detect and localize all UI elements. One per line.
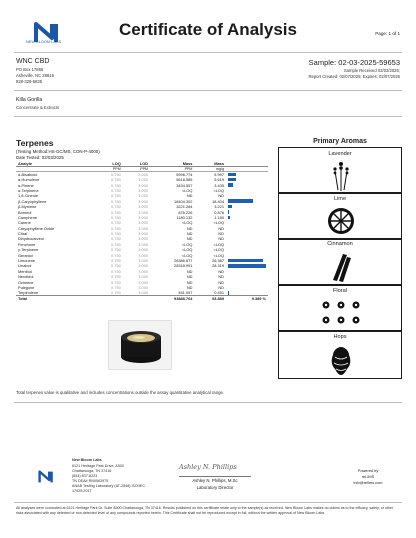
loq-cell: 0.750 <box>111 263 121 269</box>
footer-lab-name: New Bloom Labs <box>72 458 102 462</box>
footer-city: Chattanooga, TN 37416 <box>72 469 112 473</box>
analyte-cell: Pulegone <box>18 285 35 290</box>
loq-cell: 0.750 <box>111 279 121 285</box>
loq-cell: 0.750 <box>111 220 121 226</box>
concentration-bar <box>228 210 229 214</box>
lod-cell: 3.000 <box>138 182 149 188</box>
analyte-cell: α-Terpinene <box>18 187 39 193</box>
mass-ppm-cell: <LOQ <box>181 247 193 253</box>
loq-cell: 0.750 <box>111 285 121 290</box>
mass-ppm-cell: ND <box>186 268 193 274</box>
analyte-cell: Geraniol <box>18 252 33 258</box>
mass-mg-cell: ND <box>218 193 224 199</box>
loq-cell: 0.750 <box>111 204 121 210</box>
unit-mass-ppm: PPM <box>150 167 194 172</box>
mass-mg-cell: 5.997 <box>214 172 224 177</box>
analyte-cell: β-Myrcene <box>18 204 37 210</box>
concentration-bar <box>228 199 253 203</box>
lod-cell: 3.000 <box>138 225 149 231</box>
lod-cell: 3.000 <box>138 268 149 274</box>
col-loq: LOQ <box>96 160 123 167</box>
product-divider <box>14 116 402 117</box>
concentration-bar <box>228 216 230 220</box>
loq-cell: 0.750 <box>111 268 121 274</box>
signature-line <box>179 476 251 477</box>
loq-cell: 0.750 <box>111 236 121 242</box>
terpenes-title: Terpenes <box>16 138 54 148</box>
lod-cell: 3.000 <box>138 209 149 215</box>
product-photo <box>108 320 172 370</box>
loq-cell: 0.750 <box>111 177 121 183</box>
mass-ppm-cell: ND <box>186 279 193 285</box>
footer-address: 6121 Heritage Park Drive, A500 <box>72 464 124 468</box>
analyte-cell: Caryophyllene Oxide <box>18 225 55 231</box>
mass-mg-cell: 5.619 <box>214 177 224 183</box>
col-mass-mg: Mass <box>194 160 226 167</box>
analyte-cell: Dihydrocarveol <box>18 236 44 242</box>
mass-mg-cell: 1.180 <box>214 214 224 220</box>
client-address-1: PO Box 17865 <box>16 67 44 72</box>
mass-ppm-cell: <LOQ <box>181 187 193 193</box>
analyte-cell: Fenchone <box>18 241 36 247</box>
terpenes-table <box>16 160 268 301</box>
client-address-2: Asheville, NC 28816 <box>16 73 54 78</box>
mass-ppm-cell: 18404.302 <box>174 198 193 204</box>
sample-received: Sample Received 02/03/2025; <box>343 68 400 73</box>
mass-ppm-cell: 28318.991 <box>174 263 193 269</box>
floral-icon <box>319 298 363 328</box>
client-phone: 828-329-5835 <box>16 79 43 84</box>
concentration-bar <box>228 205 232 209</box>
analyte-cell: Ocimene <box>18 279 34 285</box>
mass-mg-cell: 18.404 <box>212 198 224 204</box>
mass-mg-cell: 28.319 <box>212 263 224 269</box>
unit-mass-mg: mg/g <box>194 167 226 172</box>
aroma-label-lime: Lime <box>333 196 347 202</box>
lims-name: reLIMS <box>361 474 375 479</box>
analyte-cell: 1,8-Cineole <box>18 193 38 199</box>
loq-cell: 0.750 <box>111 214 121 220</box>
lod-cell: 3.000 <box>138 172 149 177</box>
loq-cell: 0.750 <box>111 182 121 188</box>
analyte-cell: Nerolidol <box>18 274 34 280</box>
col-lod: LOD <box>123 160 150 167</box>
mass-mg-cell: ND <box>218 279 224 285</box>
mass-ppm-cell: 451.057 <box>178 290 193 296</box>
total-row <box>16 296 268 302</box>
mass-ppm-cell: 5996.774 <box>176 172 193 177</box>
loq-cell: 0.750 <box>111 290 121 296</box>
analyte-cell: Borneol <box>18 209 32 215</box>
mass-mg-cell: 26.387 <box>212 258 224 264</box>
mass-ppm-cell: 1180.132 <box>176 214 193 220</box>
mass-mg-cell: ND <box>218 285 224 290</box>
fine-print-divider <box>14 502 402 503</box>
total-mg: 93.889 <box>194 296 226 302</box>
mass-mg-cell: <LOQ <box>213 220 224 226</box>
terpenes-rows <box>16 172 268 296</box>
mass-ppm-cell: 3434.557 <box>176 182 193 188</box>
mass-mg-cell: ND <box>218 231 224 237</box>
mass-mg-cell: ND <box>218 225 224 231</box>
mass-ppm-cell: 876.226 <box>178 209 193 215</box>
aroma-label-cinnamon: Cinnamon <box>327 241 353 247</box>
analyte-cell: α-Bisabolol <box>18 172 38 177</box>
fine-print: All analyses were conducted at 6121 Heritage Park Dr. Suite A500 Chattanooga, TN 37416. Results published on this certificate relate only to the sample(s) as received. New Bloom Labs makes no claims as to the efficacy, safety, or other risks associated with any detected or non-detected level of any compounds reported herein. This Certificate shall not be reproduced except in full, without the written approval of New Bloom Labs. <box>16 506 394 515</box>
lime-slice-icon <box>326 206 356 236</box>
mass-mg-cell: 3.221 <box>214 204 224 210</box>
lod-cell: 3.000 <box>138 214 149 220</box>
analyte-cell: Citral <box>18 231 28 237</box>
mass-mg-cell: 3.435 <box>214 182 224 188</box>
lavender-icon <box>331 159 351 191</box>
lod-cell: 3.000 <box>138 204 149 210</box>
mass-ppm-cell: <LOQ <box>181 220 193 226</box>
analyte-cell: Menthol <box>18 268 32 274</box>
concentration-bar <box>228 178 236 182</box>
lod-cell: 3.000 <box>138 258 149 264</box>
date-tested: Date Tested: 02/03/2025 <box>16 155 64 160</box>
lims-contact: info@relims.com <box>353 480 383 485</box>
report-dates: Report Created: 02/07/2025; Expires: 02/07/2026 <box>308 74 400 79</box>
lod-cell: 3.000 <box>138 274 149 280</box>
signer-name: Ashley N. Phillips, M.Sc <box>192 478 238 483</box>
lod-cell: 3.000 <box>138 252 149 258</box>
lod-cell: 3.000 <box>138 247 149 253</box>
client-name: WNC CBD <box>16 58 50 65</box>
analyte-cell: Linalool <box>18 263 32 269</box>
hops-icon <box>327 345 355 377</box>
loq-cell: 0.750 <box>111 241 121 247</box>
mass-ppm-cell: <LOQ <box>181 252 193 258</box>
lod-cell: 3.000 <box>138 193 149 199</box>
unit-lod: PPM <box>123 167 150 172</box>
lod-cell: 3.000 <box>138 241 149 247</box>
footer-iso: 17025:2017 <box>72 489 92 493</box>
loq-cell: 0.750 <box>111 209 121 215</box>
mass-mg-cell: <LOQ <box>213 187 224 193</box>
mass-mg-cell: 0.451 <box>214 290 224 296</box>
analyte-cell: γ-Terpinene <box>18 247 39 253</box>
mass-ppm-cell: ND <box>186 231 193 237</box>
lod-cell: 3.000 <box>138 220 149 226</box>
lod-cell: 3.000 <box>138 290 149 296</box>
page-title: Certificate of Analysis <box>119 20 297 39</box>
total-label: Total <box>16 296 96 302</box>
lod-cell: 3.000 <box>138 263 149 269</box>
logo-text: NEW BLOOM LABS <box>26 40 62 44</box>
powered-by-label: Powered by <box>357 468 379 473</box>
mass-mg-cell: <LOQ <box>213 252 224 258</box>
aroma-label-floral: Floral <box>333 288 347 294</box>
page-number: Page: 1 of 1 <box>375 31 400 36</box>
loq-cell: 0.750 <box>111 198 121 204</box>
loq-cell: 0.750 <box>111 247 121 253</box>
footer-logo-icon <box>36 467 60 487</box>
product-name: Killa Gorilla <box>16 97 43 103</box>
footer-anab: ANAB Testing Laboratory (AT-2848) ISO/IEC <box>72 484 146 488</box>
client-divider <box>14 90 402 91</box>
signature: Ashley N. Phillips <box>179 463 237 471</box>
loq-cell: 0.750 <box>111 252 121 258</box>
loq-cell: 0.750 <box>111 193 121 199</box>
analyte-cell: β-Caryophyllene <box>18 198 47 204</box>
primary-aromas-title: Primary Aromas <box>313 138 367 145</box>
aroma-label-hops: Hops <box>333 334 347 340</box>
mass-mg-cell: ND <box>218 274 224 280</box>
loq-cell: 0.750 <box>111 172 121 177</box>
lod-cell: 3.000 <box>138 231 149 237</box>
loq-cell: 0.750 <box>111 187 121 193</box>
aroma-label-lavender: Lavender <box>328 151 352 157</box>
mass-mg-cell: ND <box>218 268 224 274</box>
mass-mg-cell: ND <box>218 236 224 242</box>
signer-role: Laboratory Director <box>196 485 234 490</box>
product-category: Concentrate & Extracts <box>16 105 60 110</box>
lod-cell: 3.000 <box>138 177 149 183</box>
concentration-bar <box>228 173 236 177</box>
mass-ppm-cell: 5618.585 <box>176 177 193 183</box>
mass-ppm-cell: ND <box>186 274 193 280</box>
terpenes-disclaimer: Total terpenes value is qualitative and includes concentrations outside the assay quantitative analytical range. <box>16 390 225 395</box>
footer-phone: (844) 837-8223 <box>72 474 98 478</box>
header-divider <box>14 52 402 53</box>
loq-cell: 0.750 <box>111 231 121 237</box>
concentration-bar <box>228 259 263 263</box>
mass-ppm-cell: ND <box>186 285 193 290</box>
concentration-bar <box>228 264 266 268</box>
concentration-bar <box>228 183 233 187</box>
mass-ppm-cell: <LOQ <box>181 241 193 247</box>
lod-cell: 3.000 <box>138 187 149 193</box>
mass-mg-cell: <LOQ <box>213 241 224 247</box>
analyte-cell: Carene <box>18 220 31 226</box>
mass-ppm-cell: 3221.264 <box>176 204 193 210</box>
cinnamon-stick-icon <box>329 252 353 282</box>
loq-cell: 0.750 <box>111 225 121 231</box>
col-analyte: Analyte <box>16 160 96 167</box>
analyte-cell: α-Humulene <box>18 177 40 183</box>
testing-method: (Testing Method:HS-GC/MS, CON-P-4000) <box>16 149 100 154</box>
mass-ppm-cell: ND <box>186 236 193 242</box>
loq-cell: 0.750 <box>111 258 121 264</box>
concentration-bar <box>228 291 229 295</box>
mass-mg-cell: 0.876 <box>214 209 224 215</box>
lod-cell: 3.000 <box>138 285 149 290</box>
sample-id: Sample: 02-03-2025-59653 <box>308 58 400 67</box>
analyte-cell: α-Pinene <box>18 182 34 188</box>
footer-divider <box>14 402 402 403</box>
analyte-cell: Terpinolene <box>18 290 39 296</box>
unit-loq: PPM <box>96 167 123 172</box>
lod-cell: 3.000 <box>138 198 149 204</box>
total-percent: 9.389 % <box>226 296 268 302</box>
mass-ppm-cell: ND <box>186 225 193 231</box>
mass-ppm-cell: ND <box>186 193 193 199</box>
loq-cell: 0.750 <box>111 274 121 280</box>
lod-cell: 3.000 <box>138 279 149 285</box>
lod-cell: 3.000 <box>138 236 149 242</box>
total-ppm: 93888.764 <box>150 296 194 302</box>
mass-ppm-cell: 26386.877 <box>174 258 193 264</box>
col-mass-ppm: Mass <box>150 160 194 167</box>
mass-mg-cell: <LOQ <box>213 247 224 253</box>
analyte-cell: Camphene <box>18 214 38 220</box>
analyte-cell: Limonene <box>18 258 36 264</box>
footer-dea: TN DEA# RN0563975 <box>72 479 109 483</box>
